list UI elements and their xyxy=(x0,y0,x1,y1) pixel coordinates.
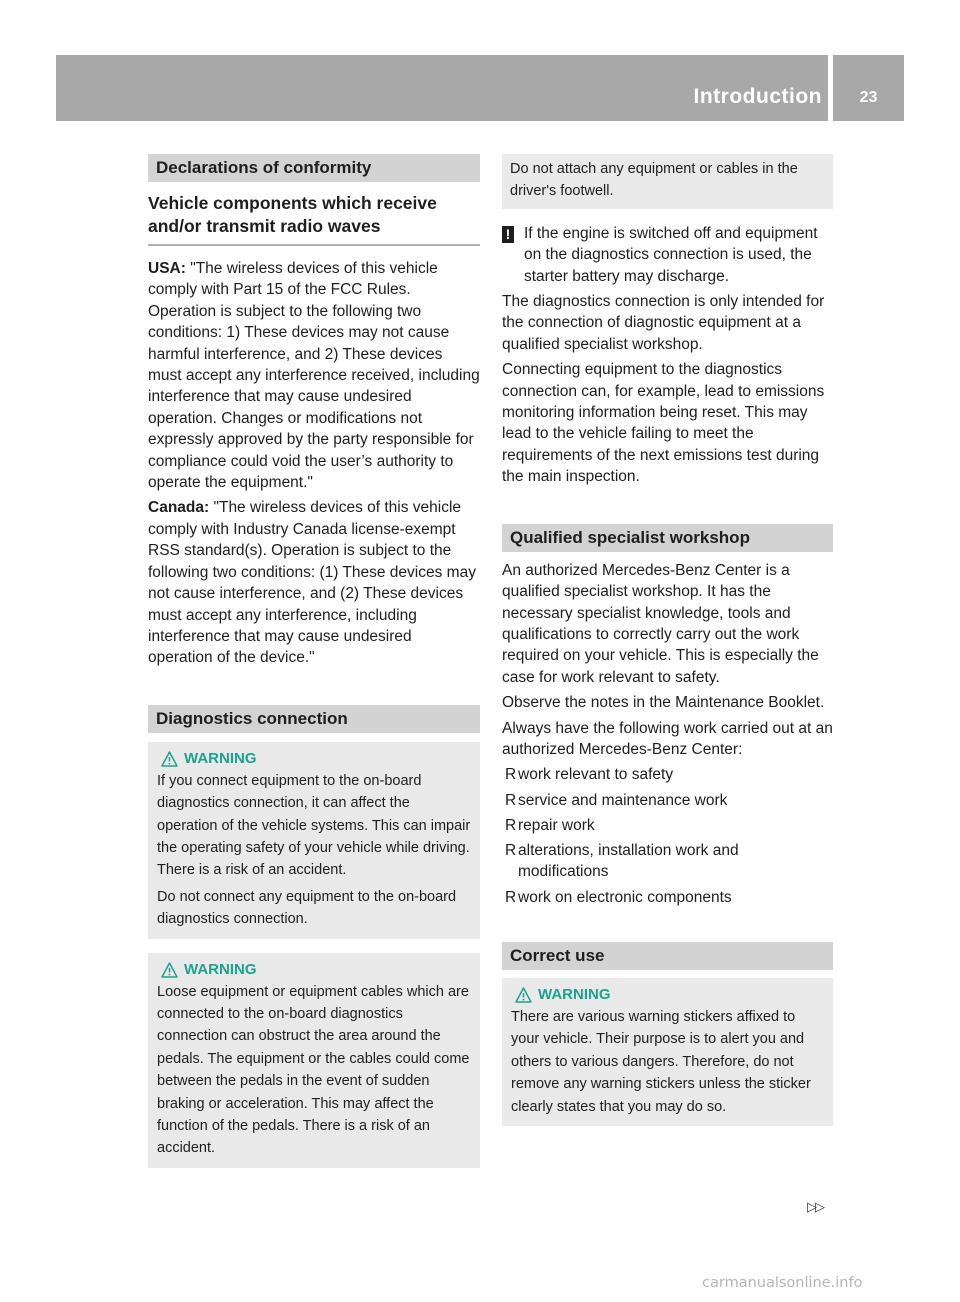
authorized-paragraph: An authorized Mercedes-Benz Center is a qualified specialist workshop. It has the necessary specialist knowledge, tools and qualifications to correctly carry out the work required on your vehicle. This is especially the case for work relevant to safety. xyxy=(502,561,819,686)
canada-label: Canada: xyxy=(148,499,210,517)
usa-label: USA: xyxy=(148,260,186,277)
diagnostics-heading: Diagnostics connection xyxy=(148,705,480,733)
continued-note-text: Do not attach any equipment or cables in the driver's footwell. xyxy=(510,161,798,200)
always-paragraph: Always have the following work carried out at an authorized Mercedes-Benz Center: xyxy=(502,719,833,758)
list-item: R work on electronic components xyxy=(502,887,833,908)
right-column xyxy=(502,154,833,1126)
declarations-heading: Declarations of conformity xyxy=(148,154,480,182)
warning-title-1 xyxy=(157,748,471,770)
canada-paragraph xyxy=(148,497,480,668)
page-header xyxy=(56,55,904,121)
workshop-heading: Qualified specialist workshop xyxy=(502,524,833,552)
warning-1-text-2: Do not connect any equipment to the on-board diagnostics connection. xyxy=(157,888,457,928)
watermark: carmanualsonline.info xyxy=(702,1275,863,1291)
bullet-marker: R xyxy=(505,791,517,809)
page-number: 23 xyxy=(859,89,878,106)
warning-2-text: Loose equipment or equipment cables which are connected to the on-board diagnostics connection can obstruct the area around the pedals. The equipment or the cables could come between the pedals in the event of sudden braking or acceleration. This may affect the function of the pedals. There is a risk of an accident. xyxy=(157,983,470,1157)
usa-paragraph xyxy=(148,258,480,493)
correct-use-heading: Correct use xyxy=(502,942,833,970)
bullet-marker: R xyxy=(505,816,517,834)
bullet-marker: R xyxy=(505,888,517,906)
warning-triangle-icon xyxy=(161,962,178,978)
list-item: R work relevant to safety xyxy=(502,764,833,785)
radio-subheading: Vehicle components which receive and/or transmit radio waves xyxy=(148,192,480,246)
observe-paragraph: Observe the notes in the Maintenance Booklet. xyxy=(502,694,825,712)
work-list xyxy=(502,764,833,908)
warning-box-3 xyxy=(502,978,833,1126)
bullet-marker: R xyxy=(505,841,517,859)
warning-title-3 xyxy=(511,984,824,1006)
chapter-title: Introduction xyxy=(693,85,822,108)
list-item: R repair work xyxy=(502,815,833,836)
notice-block xyxy=(502,223,833,287)
intended-paragraph: The diagnostics connection is only intended for the connection of diagnostic equipment at a qualified specialist workshop. xyxy=(502,293,825,353)
warning-label-3: WARNING xyxy=(538,986,611,1004)
bullet-marker: R xyxy=(505,766,517,784)
warning-3-text: There are various warning stickers affixed to your vehicle. Their purpose is to alert you and others to various dangers. Therefore, do not remove any warning stickers unless the sticker clearly states that you may do so. xyxy=(511,1008,811,1115)
connecting-paragraph: Connecting equipment to the diagnostics connection can, for example, lead to emissions monitoring information being reset. This may lead to the vehicle failing to meet the requirements of the next emissions test during the main inspection. xyxy=(502,361,825,486)
list-item: R alterations, installation work and modifications xyxy=(505,841,739,881)
warning-box-1 xyxy=(148,742,480,939)
usa-text: "The wireless devices of this vehicle comply with Part 15 of the FCC Rules. Operation is subject to the following two conditions: 1) These devices may not cause harmful interference, and 2) These devices must accept any interference received, including interference that may cause undesired operation. Changes or modifications not expressly approved by the party responsible for compliance could void the user’s authority to operate the equipment." xyxy=(148,260,480,492)
warning-label-2: WARNING xyxy=(184,961,257,979)
warning-triangle-icon xyxy=(515,987,532,1003)
left-column xyxy=(148,154,480,1168)
warning-title-2 xyxy=(157,959,471,981)
warning-label-1: WARNING xyxy=(184,750,257,768)
notice-text: If the engine is switched off and equipment on the diagnostics connection is used, the starter battery may discharge. xyxy=(524,224,818,285)
warning-1-text-1: If you connect equipment to the on-board diagnostics connection, it can affect the operation of the vehicle systems. This can impair the operating safety of your vehicle while driving. There is a risk of an accident. xyxy=(157,772,471,879)
warning-box-2 xyxy=(148,953,480,1168)
continued-note-box xyxy=(502,154,833,209)
list-item: R service and maintenance work xyxy=(502,790,833,811)
continue-arrow-icon: ▷▷ xyxy=(807,1199,823,1214)
header-divider xyxy=(828,55,833,121)
exclamation-icon: ! xyxy=(502,226,514,243)
canada-text: "The wireless devices of this vehicle comply with Industry Canada license-exempt RSS standard(s). Operation is subject to the following two conditions: (1) These devices may not cause interference, and (2) These devices must accept any interference, including interference that may cause undesired operation of the device." xyxy=(148,499,476,667)
warning-triangle-icon xyxy=(161,751,178,767)
